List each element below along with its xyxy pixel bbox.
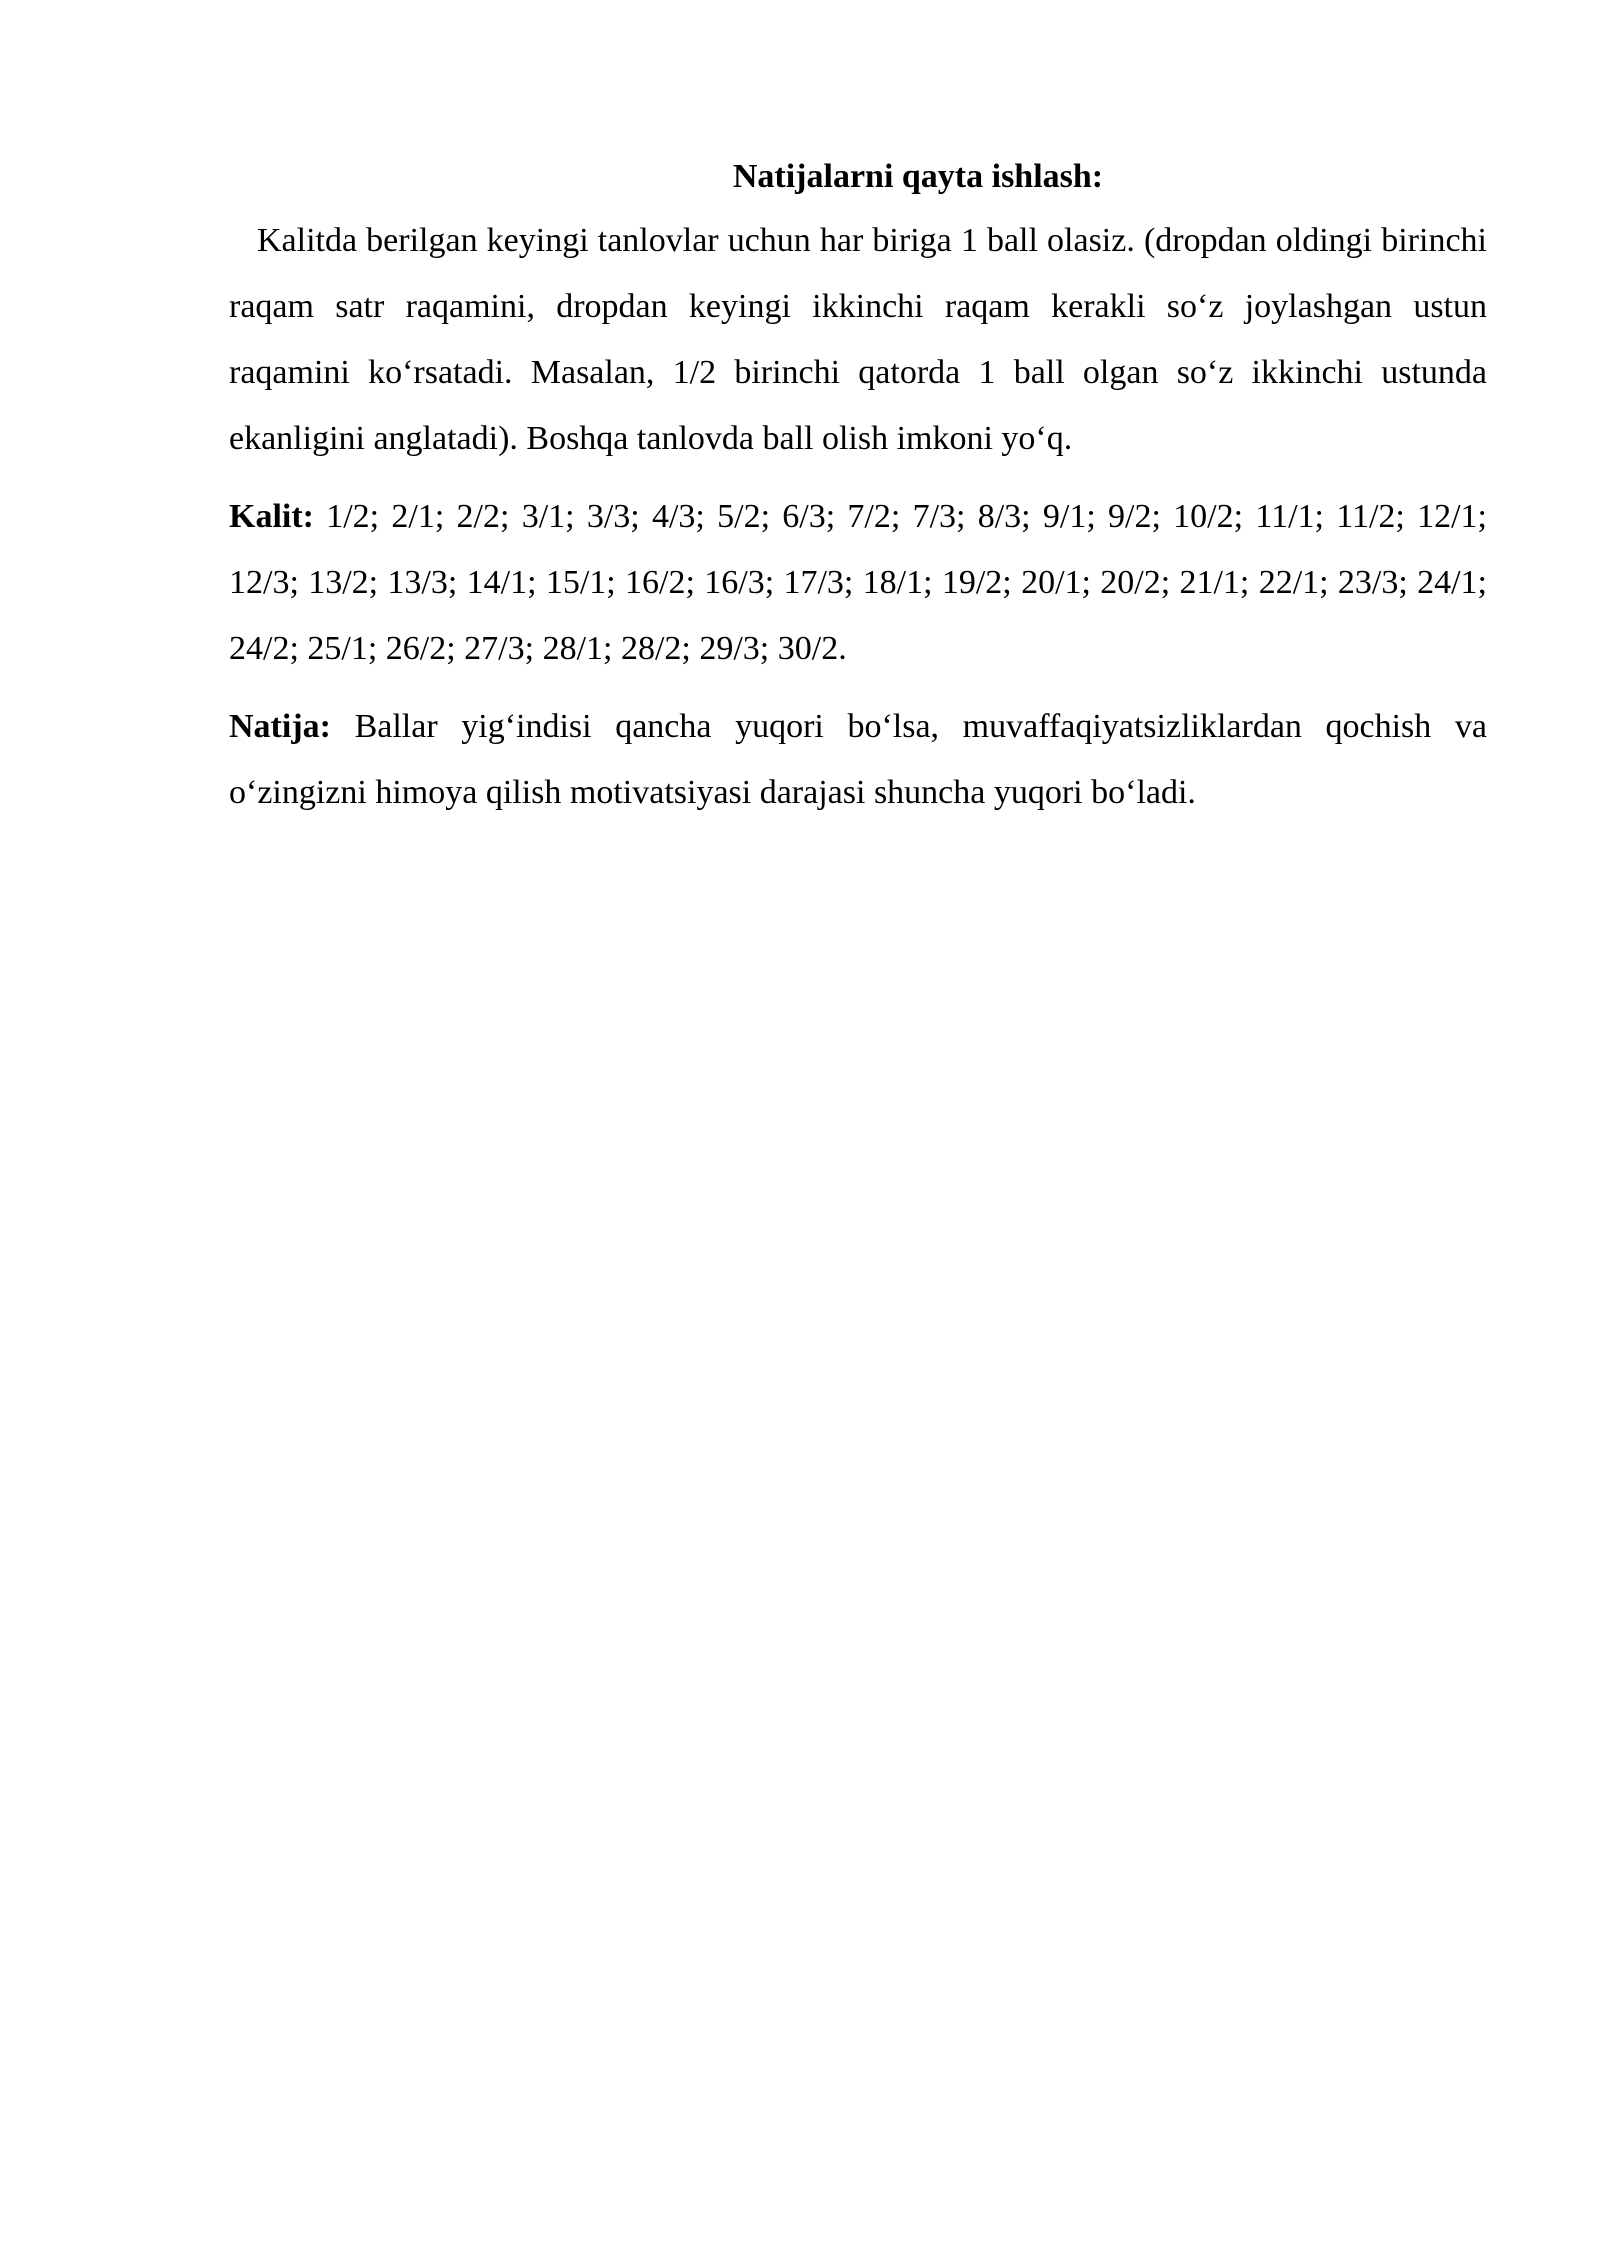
result-text: Ballar yig‘indisi qancha yuqori bo‘lsa, muvaffaqiyatsizliklardan qochish va o‘zingizni himoya qilish motivatsiyasi darajasi shuncha yuqori bo‘ladi. — [229, 708, 1487, 811]
intro-paragraph: Kalitda berilgan keyingi tanlovlar uchun har biriga 1 ball olasiz. (dropdan oldingi birinchi raqam satr raqamini, dropdan keyingi ikkinchi raqam kerakli so‘z joylashgan ustun raqamini ko‘rsatadi. Masalan, 1/2 birinchi qatorda 1 ball olgan so‘z ikkinchi ustunda ekanligini anglatadi). Boshqa tanlovda ball olish imkoni yo‘q. — [229, 222, 1487, 457]
section-heading: Natijalarni qayta ishlash: — [732, 158, 1104, 195]
result-paragraph — [229, 694, 1487, 826]
key-paragraph — [229, 484, 1487, 682]
result-label: Natija: — [229, 708, 331, 745]
key-values: 1/2; 2/1; 2/2; 3/1; 3/3; 4/3; 5/2; 6/3; 7/2; 7/3; 8/3; 9/1; 9/2; 10/2; 11/1; 11/2; 12/1; 12/3; 13/2; 13/3; 14/1; 15/1; 16/2; 16/3; 17/3; 18/1; 19/2; 20/1; 20/2; 21/1; 22/1; 23/3; 24/1; 24/2; 25/1; 26/2; 27/3; 28/1; 28/2; 29/3; 30/2. — [229, 498, 1487, 667]
key-label: Kalit: — [229, 498, 314, 535]
document-body — [229, 146, 1487, 826]
